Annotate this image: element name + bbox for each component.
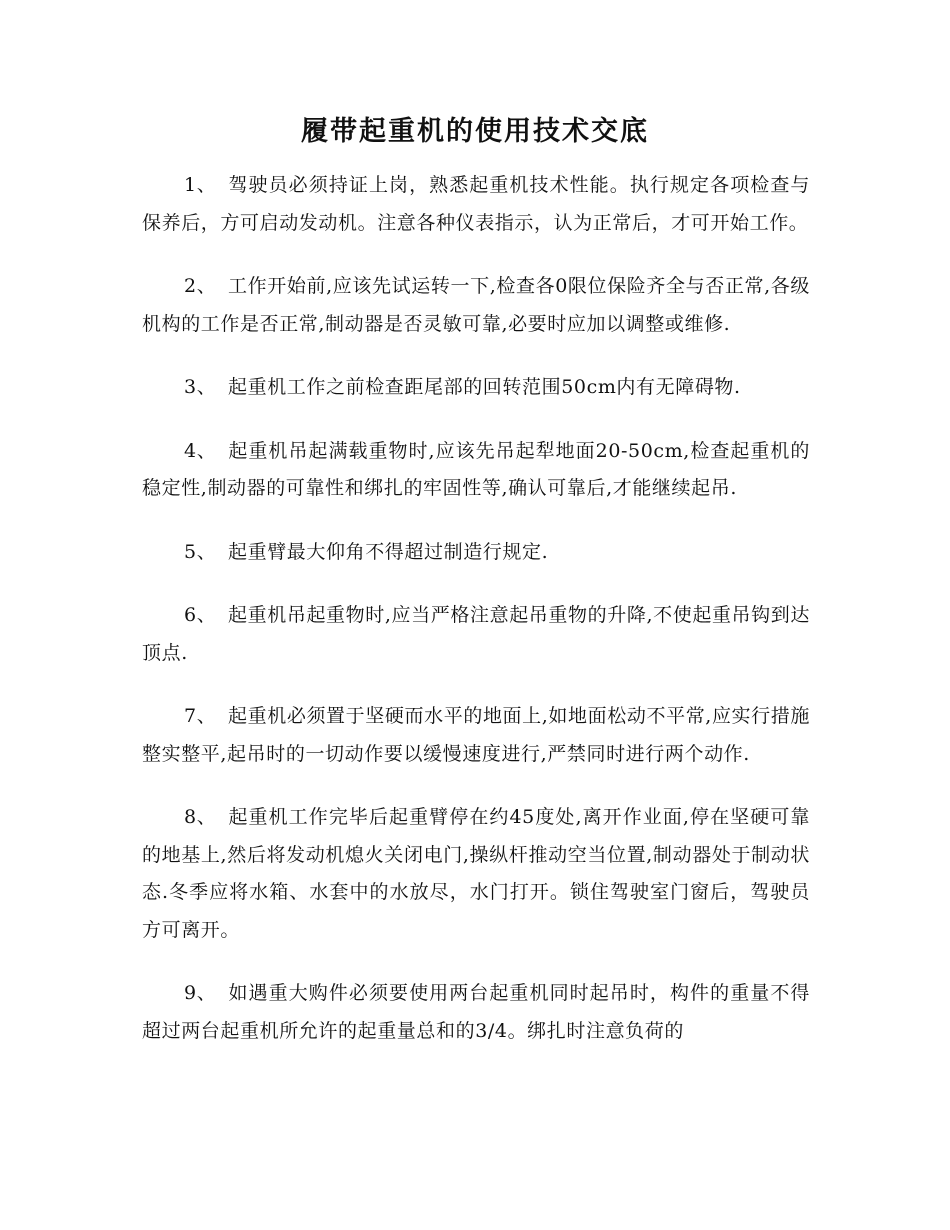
document-body	[142, 167, 810, 1076]
paragraph-text: 如遇重大购件必须要使用两台起重机同时起吊时，构件的重量不得超过两台起重机所允许的起重量总和的3/4。绑扎时注意负荷的	[142, 982, 810, 1042]
paragraph-text: 驾驶员必须持证上岗，熟悉起重机技术性能。执行规定各项检查与保养后，方可启动发动机。注意各种仪表指示，认为正常后，才可开始工作。	[142, 174, 810, 234]
paragraph-number: 5、	[184, 540, 217, 563]
paragraph-number: 1、	[184, 174, 217, 196]
paragraph-number: 9、	[184, 982, 217, 1004]
paragraph-9	[142, 975, 810, 1050]
paragraph-number: 4、	[184, 439, 217, 462]
paragraph-text: 工作开始前,应该先试运转一下,检查各0限位保险齐全与否正常,各级机构的工作是否正常,制动器是否灵敏可靠,必要时应加以调整或维修.	[142, 275, 810, 335]
paragraph-number: 3、	[184, 376, 217, 398]
paragraph-text: 起重机吊起满载重物时,应该先吊起犁地面20-50cm,检查起重机的稳定性,制动器的可靠性和绑扎的牢固性等,确认可靠后,才能继续起吊.	[142, 439, 810, 499]
paragraph-text: 起重机工作之前检查距尾部的回转范围50cm内有无障碍物.	[228, 376, 741, 398]
paragraph-7	[142, 698, 810, 773]
paragraph-8	[142, 799, 810, 949]
document-title: 履带起重机的使用技术交底	[301, 116, 649, 147]
paragraph-3	[142, 369, 810, 407]
paragraph-text: 起重机吊起重物时,应当严格注意起吊重物的升降,不使起重吊钩到达顶点.	[142, 604, 810, 664]
paragraph-5	[142, 534, 810, 572]
paragraph-text: 起重机工作完毕后起重臂停在约45度处,离开作业面,停在坚硬可靠的地基上,然后将发动机熄火关闭电门,操纵杆推动空当位置,制动器处于制动状态.冬季应将水箱、水套中的水放尽，水门打开。锁住驾驶室门窗后，驾驶员方可离开。	[142, 806, 810, 941]
paragraph-2	[142, 268, 810, 343]
paragraph-number: 7、	[184, 705, 217, 727]
paragraph-4	[142, 433, 810, 508]
paragraph-text: 起重臂最大仰角不得超过制造行规定.	[228, 540, 549, 563]
paragraph-number: 8、	[184, 806, 217, 828]
paragraph-text: 起重机必须置于坚硬而水平的地面上,如地面松动不平常,应实行措施整实整平,起吊时的一切动作要以缓慢速度进行,严禁同时进行两个动作.	[142, 705, 810, 765]
paragraph-number: 6、	[184, 604, 217, 626]
paragraph-6	[142, 597, 810, 672]
paragraph-1	[142, 167, 810, 242]
paragraph-number: 2、	[184, 275, 217, 297]
